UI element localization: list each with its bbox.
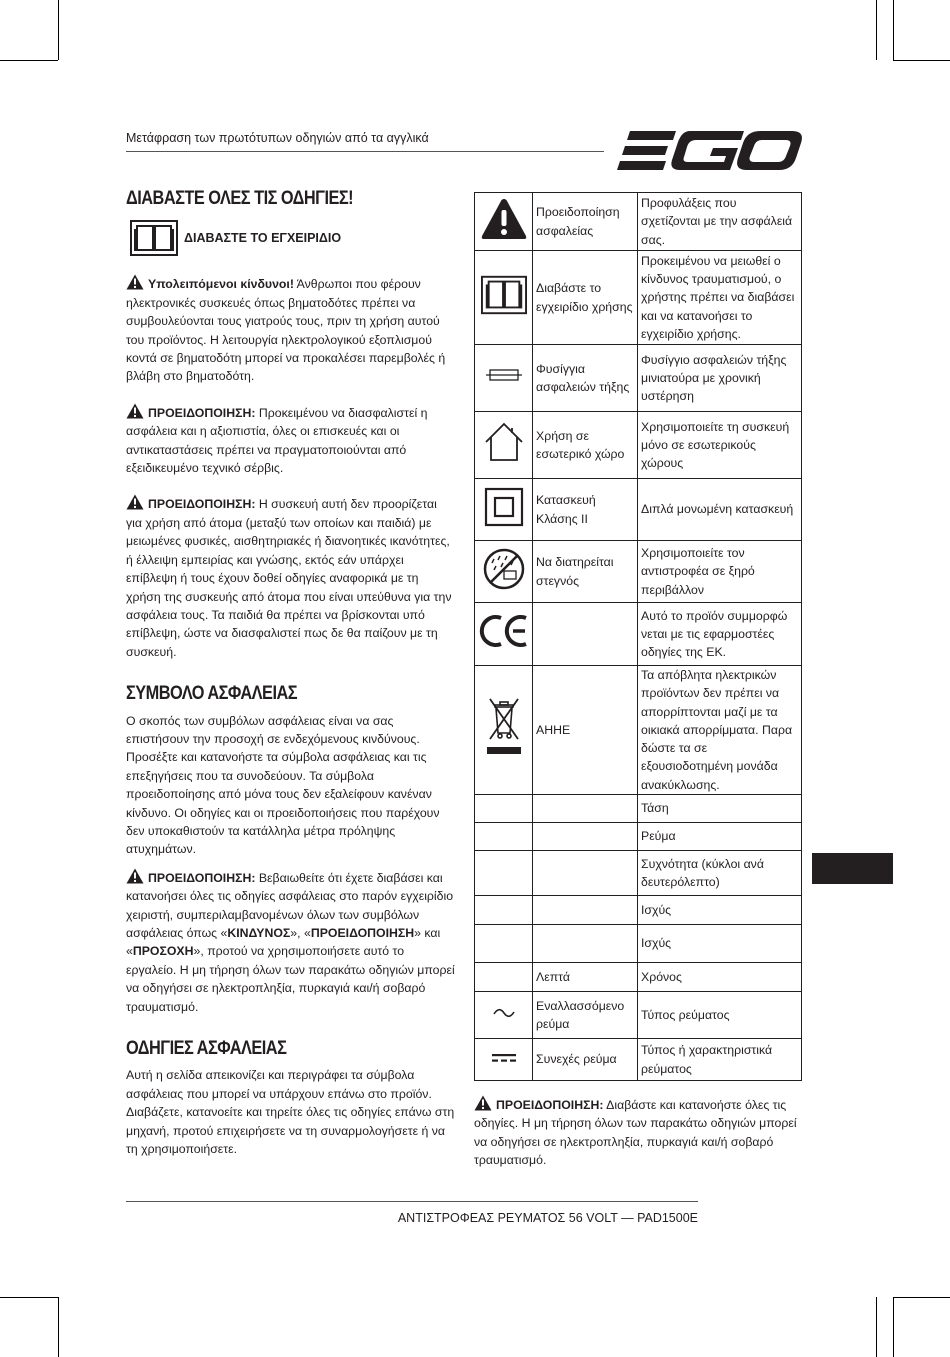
symbol-description: Αυτό το προϊόν συμμορφώ νεται με τις εφαρμοστέες οδηγίες της ΕΚ. [638,603,802,666]
symbol-name: Εναλλασσόμενο ρεύμα [533,992,638,1039]
residual-risks-text: Άνθρωποι που φέρουν ηλεκτρονικές συσκευές όπως βηματοδότες πρέπει να συμβουλεύονται τους γιατρούς τους, πριν τη χρήση αυτού του προϊόντος. Η λειτουργία ηλεκτρολογικού εξοπλισμού κοντά σε βηματοδότη μπορεί να προκαλέσει παρεμβολές ή βλάβη στο βηματοδότη. [126,277,446,384]
symbol-description: Συχνότητα (κύκλοι ανά δευτερόλεπτο) [638,851,802,896]
read-manual-icon [130,220,178,256]
keep-dry-icon [482,547,526,591]
table-row [475,479,802,541]
table-row [475,992,802,1039]
ce-mark-icon [479,614,529,648]
weee-bin-icon [484,695,524,759]
icon-cell [475,823,533,851]
warning-triangle-icon [126,403,144,419]
warning-triangle-icon [126,494,144,510]
footer-product-name: ΑΝΤΙΣΤΡΟΦΕΑΣ ΡΕΥΜΑΤΟΣ 56 VOLT — PAD1500E [397,1211,698,1225]
table-row [475,823,802,851]
warning-text-part: Βεβαιωθείτε ότι έχετε διαβάσει και κατανοήσει όλες τις οδηγίες ασφάλειας στο παρόν εγχειρίδιο χειριστή, συμπεριλαμβανομένων όλων των συμβόλων ασφάλειας όπως « [126,870,454,940]
symbol-name: Λεπτά [533,963,638,992]
table-row [475,896,802,925]
warning-triangle-icon [126,868,144,884]
symbol-name: Χρήση σε εσωτερικό χώρο [533,412,638,479]
icon-cell [475,412,533,479]
symbol-description: Φυσίγγιο ασφαλειών τήξης μινιατούρα με χρονική υστέρηση [638,345,802,412]
icon-cell [475,963,533,992]
keyword-caution: ΠΡΟΣΟΧΗ [132,944,194,959]
symbol-description: Προφυλάξεις που σχετίζονται με την ασφάλειά σας. [638,193,802,251]
safety-symbol-paragraph: Ο σκοπός των συμβόλων ασφάλειας είναι να σας επιστήσουν την προσοχή σε ενδεχόμενους κινδύνους. Προσέξτε και κατανοήστε τα σύμβολα ασφάλειας και τις επεξηγήσεις που τα συνοδεύουν. Τα σύμβολα προειδοποίησης από μόνα τους δεν εξαλείφουν κανέναν κίνδυνο. Οι οδηγίες και οι προειδοποιήσεις που παρέχουν δεν υποκαθιστούν τα κατάλληλα μέτρα πρόληψης ατυχημάτων. [126,713,440,857]
symbol-name [533,851,638,896]
symbol-description: Τα απόβλητα ηλεκτρικών προϊόντων δεν πρέπει να απορρίπτονται μαζί με τα οικιακά απορρίμματα. Παρα δώστε τα σε εξουσιοδοτημένη μονάδα ανακύκλωσης. [638,666,802,795]
warning-triangle-icon [126,274,144,290]
residual-risks-paragraph [126,274,456,385]
class-ii-icon [484,487,524,527]
warning-persons-paragraph [126,494,456,661]
warning-triangle-icon [480,197,528,241]
icon-cell [475,925,533,963]
table-row [475,251,802,345]
crop-mark [893,1297,894,1357]
symbol-name [533,795,638,823]
warning-repairs-paragraph [126,403,456,478]
table-row [475,851,802,896]
warning-label: ΠΡΟΕΙΔΟΠΟΙΗΣΗ: [496,1098,604,1112]
crop-mark [0,60,58,61]
table-row [475,925,802,963]
symbol-description: Χρησιμοποιείτε τη συσκευή μόνο σε εσωτερικούς χώρους [638,412,802,479]
symbol-description: Ισχύς [638,896,802,925]
bottom-warning-text: Διαβάστε και κατανοήστε όλες τις οδηγίες. Η μη τήρηση όλων των παρακάτω οδηγιών μπορεί να οδηγήσει σε ηλεκτροπληξία, πυρκαγιά και/ή σοβαρό τραυματισμό. [474,1098,797,1168]
symbol-description: Ισχύς [638,925,802,963]
header-divider [126,151,604,152]
safety-symbols-table [474,192,802,1081]
symbol-name: Συνεχές ρεύμα [533,1039,638,1081]
crop-mark [893,1297,950,1298]
symbol-description: Τύπος ή χαρακτηριστικά ρεύματος [638,1039,802,1081]
symbol-name: Διαβάστε το εγχειρίδιο χρήσης [533,251,638,345]
symbol-name [533,603,638,666]
page-subtitle: Μετάφραση των πρωτότυπων οδηγιών από τα αγγλικά [126,131,429,145]
warning-text-part: » και « [126,926,441,959]
symbol-name [533,823,638,851]
symbol-description: Χρησιμοποιείτε τον αντιστροφέα σε ξηρό περιβάλλον [638,541,802,603]
fuse-icon [486,368,522,382]
icon-cell [475,992,533,1039]
crop-mark [58,0,59,60]
symbol-name: Προειδοποίηση ασφαλείας [533,193,638,251]
table-row [475,345,802,412]
symbol-description: Ρεύμα [638,823,802,851]
residual-risks-label: Υπολειπόμενοι κίνδυνοι! [148,277,294,292]
warning-label: ΠΡΟΕΙΔΟΠΟΙΗΣΗ: [148,405,256,420]
icon-cell [475,1039,533,1081]
safety-instructions-paragraph: Αυτή η σελίδα απεικονίζει και περιγράφει τα σύμβολα ασφάλειας που μπορεί να υπάρχουν επάνω στο προϊόν. Διαβάζετε, κατανοείτε και τηρείτε όλες τις οδηγίες επάνω στη μηχανή, προτού επιχειρήσετε να τη συναρμολογήσετε ή να τη χρησιμοποιήσετε. [126,1068,455,1157]
table-row [475,666,802,795]
bottom-warning-paragraph [474,1095,802,1170]
read-manual-label: ΔΙΑΒΑΣΤΕ ΤΟ ΕΓΧΕΙΡΙΔΙΟ [184,231,342,246]
table-row [475,541,802,603]
ac-icon [493,1007,515,1019]
warning-triangle-icon [474,1095,492,1111]
icon-cell [475,666,533,795]
icon-cell [475,251,533,345]
symbol-description: Προκειμένου να μειωθεί ο κίνδυνος τραυματισμού, ο χρήστης πρέπει να διαβάσει και να κατανοήσει το εγχειρίδιο χρήσης. [638,251,802,345]
icon-cell [475,851,533,896]
footer-divider [126,1201,698,1202]
symbol-name: Φυσίγγια ασφαλειών τήξης [533,345,638,412]
warning-text-part: », « [290,926,311,940]
table-row [475,193,802,251]
indoor-use-icon [484,422,524,462]
icon-cell [475,541,533,603]
heading-safety-instructions: ΟΔΗΓΙΕΣ ΑΣΦΑΛΕΙΑΣ [126,1038,287,1060]
table-row [475,963,802,992]
symbol-name: Να διατηρείται στεγνός [533,541,638,603]
table-row [475,1039,802,1081]
crop-mark [893,0,894,60]
icon-cell [475,896,533,925]
crop-mark [0,1297,58,1298]
section-tab [812,853,893,884]
keyword-danger: ΚΙΝΔΥΝΟΣ [227,926,291,940]
warning-label: ΠΡΟΕΙΔΟΠΟΙΗΣΗ: [148,870,256,885]
icon-cell [475,345,533,412]
symbol-name: Κατασκευή Κλάσης II [533,479,638,541]
table-row [475,412,802,479]
symbol-name [533,925,638,963]
icon-cell [475,795,533,823]
dc-icon [492,1053,516,1063]
table-row [475,603,802,666]
crop-mark [876,0,877,60]
warning-text-part: », προτού να χρησιμοποιήσετε αυτό το εργαλείο. Η μη τήρηση όλων των παρακάτω οδηγιών μπορεί να οδηγήσει σε ηλεκτροπληξία, πυρκαγιά και/ή σοβαρό τραυματισμό. [126,944,455,1014]
warning-read-all-paragraph [126,868,456,1016]
crop-mark [893,60,950,61]
left-column [126,190,456,1158]
read-manual-icon [481,275,527,315]
crop-mark [58,1297,59,1357]
symbol-description: Διπλά μονωμένη κατασκευή [638,479,802,541]
keyword-warning: ΠΡΟΕΙΔΟΠΟΙΗΣΗ [310,926,415,940]
symbol-description: Χρόνος [638,963,802,992]
symbol-name: ΑΗΗΕ [533,666,638,795]
icon-cell [475,603,533,666]
crop-mark [876,1297,877,1357]
symbol-description: Τύπος ρεύματος [638,992,802,1039]
icon-cell [475,193,533,251]
icon-cell [475,479,533,541]
heading-safety-symbol: ΣΥΜΒΟΛΟ ΑΣΦΑΛΕΙΑΣ [126,683,298,705]
warning-persons-text: Η συσκευή αυτή δεν προορίζεται για χρήση από άτομα (μεταξύ των οποίων και παιδιά) με μειωμένες φυσικές, αισθητηριακές ή διανοητικές ικανότητες, ή έλλειψη εμπειρίας και γνώσης, εκτός εάν υπάρχει επίβλεψη ή τους έχουν δοθεί οδηγίες αναφορικά με τη χρήση της συσκευής από άτομα που είναι υπεύθυνα για την ασφάλεια τους. Τα παιδιά θα πρέπει να βρίσκονται υπό επίβλεψη, ώστε να διασφαλιστεί πως δε θα παίζουν με τη συσκευή. [126,497,452,659]
symbol-description: Τάση [638,795,802,823]
warning-label: ΠΡΟΕΙΔΟΠΟΙΗΣΗ: [148,497,256,512]
ego-logo [616,129,802,173]
heading-read-all-instructions: ΔΙΑΒΑΣΤΕ ΟΛΕΣ ΤΙΣ ΟΔΗΓΙΕΣ! [126,188,354,209]
read-manual-row [130,220,456,256]
symbol-name [533,896,638,925]
table-row [475,795,802,823]
warning-repairs-text: Προκειμένου να διασφαλιστεί η ασφάλεια και η αξιοπιστία, όλες οι επισκευές και οι αντικαταστάσεις πρέπει να πραγματοποιούνται από εξειδικευμένο τεχνικό σέρβις. [126,405,428,476]
